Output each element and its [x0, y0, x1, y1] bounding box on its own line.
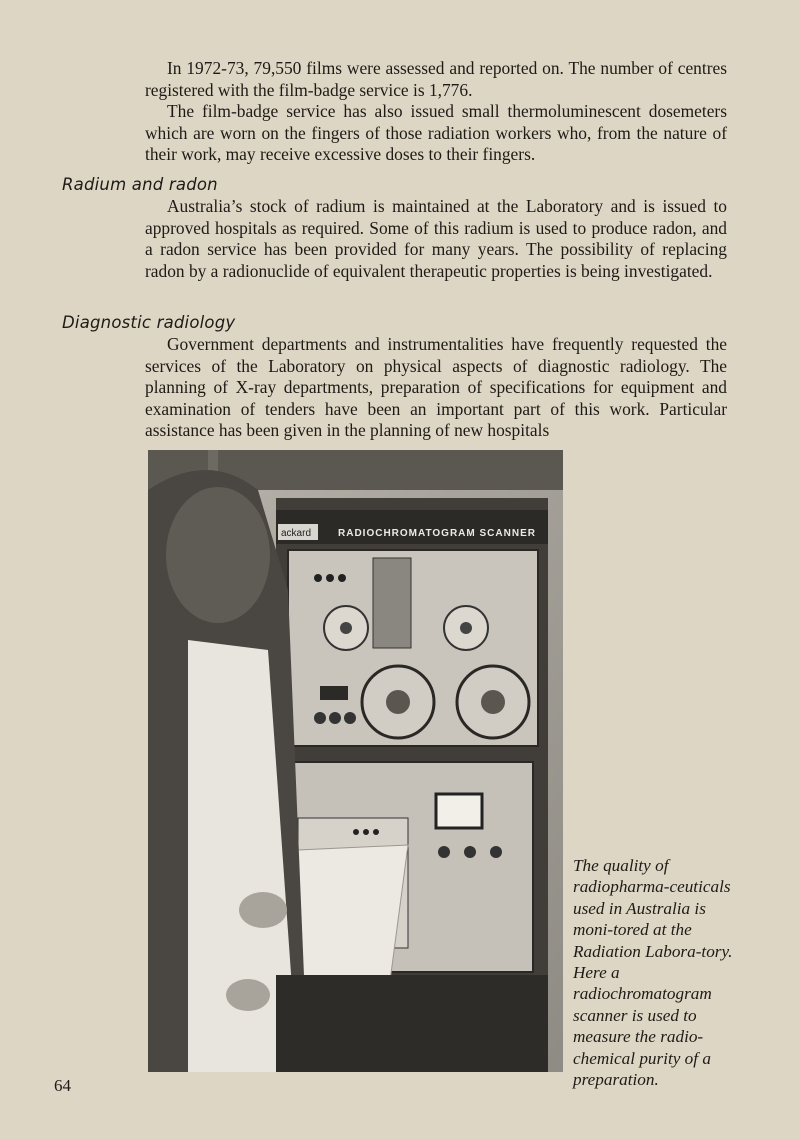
paragraph-radium [145, 196, 727, 282]
scanner-illustration [148, 450, 563, 1072]
radium-text: Australia’s stock of radium is maintained at the Laboratory and is issued to approved hospitals as required. Some of this radium is used to produce radon, and a radon service has been provided for many years. The possibility of replacing radon by a radionuclide of equivalent therapeutic properties is being investigated. [145, 196, 727, 281]
heading-radium: Radium and radon [62, 175, 218, 194]
dosemeter-text: The film-badge service has also issued small thermoluminescent dosemeters which are worn on the fingers of those radiation workers who, from the nature of their work, may receive excessive doses to their fingers. [145, 101, 727, 165]
page-number: 64 [54, 1076, 71, 1095]
photo-caption: The quality of radiopharma-ceuticals used in Australia is moni-tored at the Radiation Labora-tory. Here a radiochromatogram scanner is used to measure the radio-chemical purity of a preparation. [573, 856, 733, 1090]
brand-label: ackard [281, 528, 312, 539]
paragraph-diagnostic [145, 334, 727, 442]
paragraph-film-badge [145, 58, 727, 166]
meter-display [436, 794, 482, 828]
diagnostic-text: Government departments and instrumentalities have frequently requested the services of the Laboratory on physical aspects of diagnostic radiology. The planning of X-ray departments, preparation of specifications for equipment and examination of tenders have been an important part of this work. Particular assistance has been given in the planning of new hospitals [145, 334, 727, 441]
scanner-photo [148, 450, 563, 1072]
heading-diagnostic: Diagnostic radiology [62, 313, 236, 332]
film-badge-text: In 1972-73, 79,550 films were assessed and reported on. The number of centres registered with the film-badge service is 1,776. [145, 58, 727, 100]
scanner-name-label: RADIOCHROMATOGRAM SCANNER [338, 528, 536, 539]
center-unit [373, 558, 411, 648]
